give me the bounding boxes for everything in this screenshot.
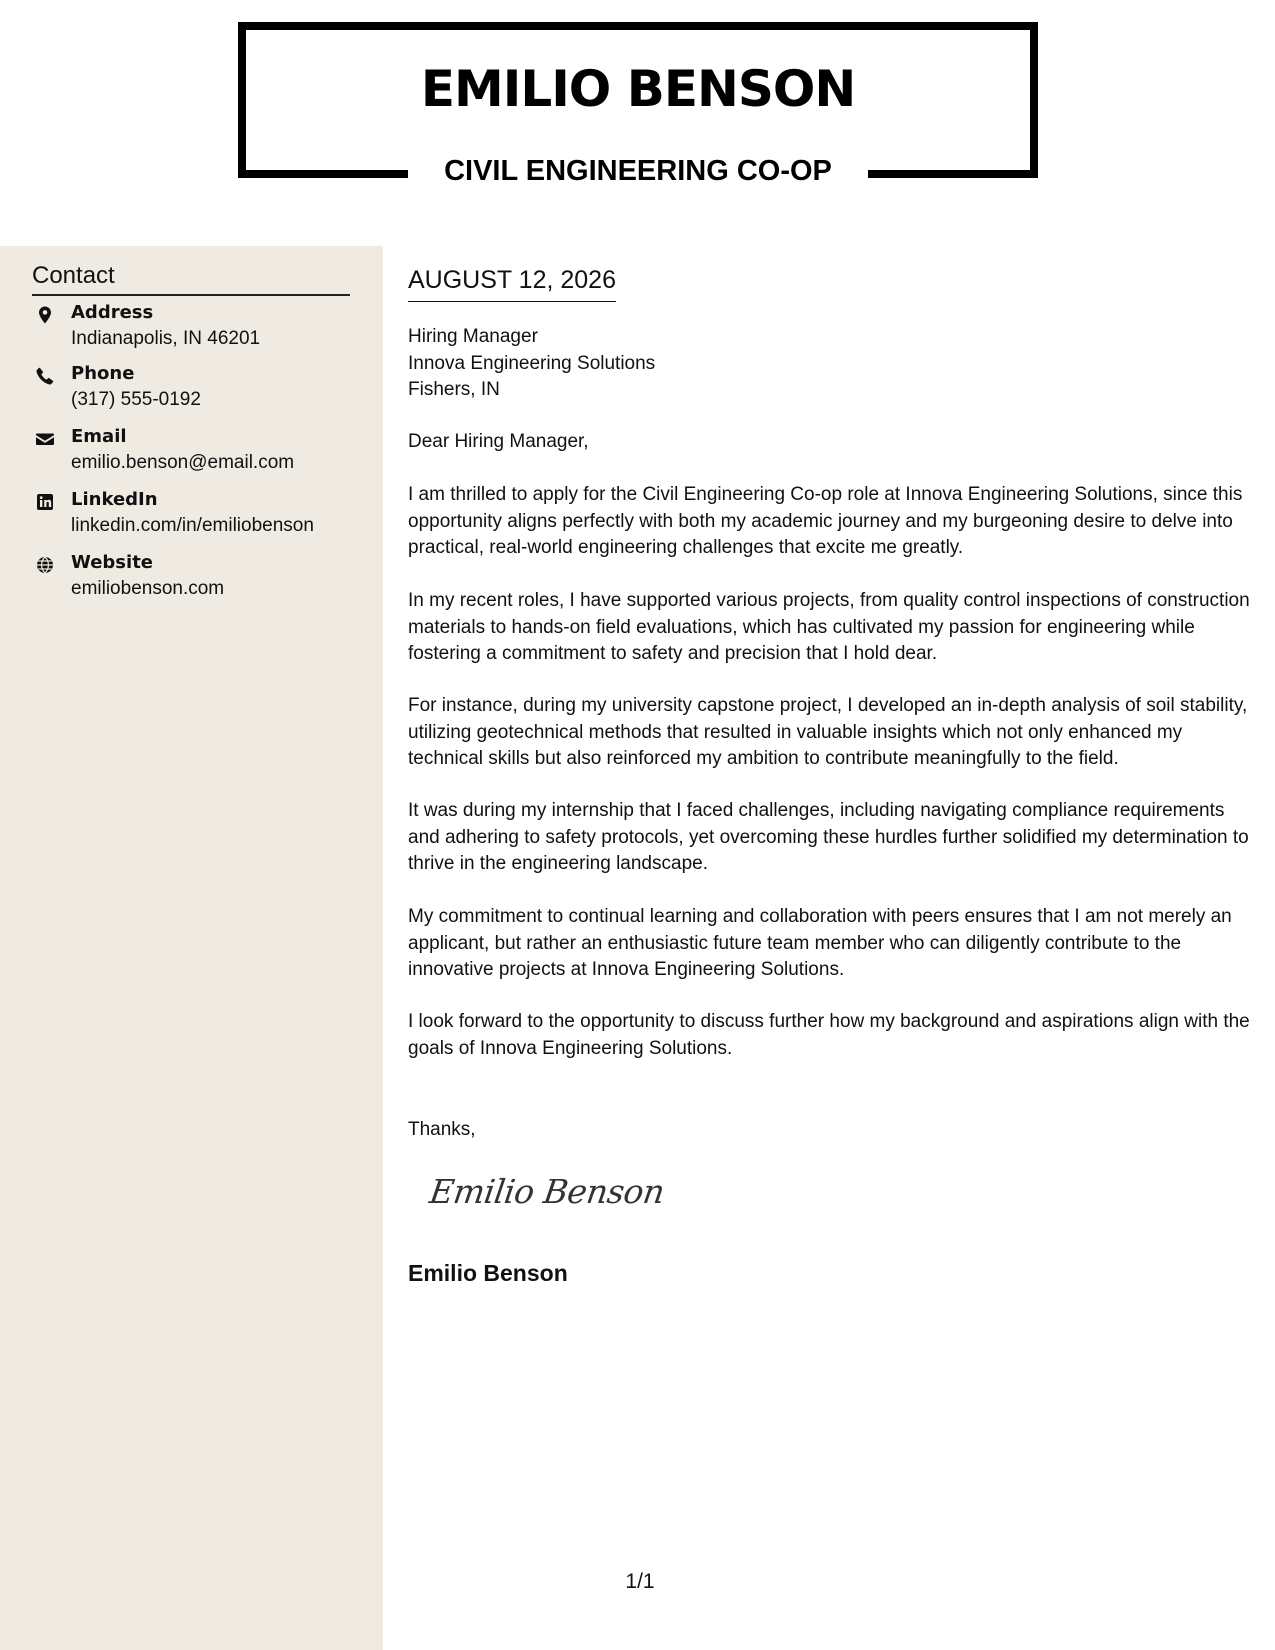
email-label: Email: [71, 426, 127, 447]
greeting: Dear Hiring Manager,: [408, 431, 589, 452]
header-frame-bottom-left: [238, 170, 408, 178]
recipient-location: Fishers, IN: [408, 379, 500, 400]
signer-name: Emilio Benson: [408, 1260, 568, 1286]
address-value: Indianapolis, IN 46201: [71, 328, 261, 349]
header-frame-bottom-right: [868, 170, 1038, 178]
linkedin-icon: [35, 492, 55, 512]
globe-icon: [35, 555, 55, 575]
page-number: 1/1: [625, 1570, 655, 1593]
recipient-title: Hiring Manager: [408, 326, 538, 347]
map-pin-icon: [35, 305, 55, 325]
letter-date: AUGUST 12, 2026: [408, 266, 616, 302]
letter-paragraph: For instance, during my university capstone project, I developed an in-depth analysis of soil stability, utilizing geotechnical methods that resulted in valuable insights which not only enhanced my technical skills but also reinforced my ambition to contribute meaningfully to the field.: [408, 695, 1248, 769]
linkedin-value: linkedin.com/in/emiliobenson: [71, 515, 314, 536]
recipient-block: [408, 324, 655, 404]
letter-paragraph: I am thrilled to apply for the Civil Engineering Co-op role at Innova Engineering Solutions, since this opportunity aligns perfectly with both my academic journey and my burgeoning desire to delve into practical, real-world engineering challenges that excite me greatly.: [408, 484, 1243, 558]
recipient-company: Innova Engineering Solutions: [408, 352, 656, 374]
phone-label: Phone: [71, 363, 135, 384]
phone-value: (317) 555-0192: [71, 389, 201, 410]
contact-item-address: [32, 302, 372, 354]
handwritten-signature: Emilio Benson: [427, 1172, 667, 1211]
website-value: emiliobenson.com: [71, 578, 225, 599]
contact-item-email: [32, 426, 372, 478]
letter-paragraph: It was during my internship that I faced challenges, including navigating compliance requirements and adhering to safety protocols, yet overcoming these hurdles further solidified my determination to thrive in the engineering landscape.: [408, 800, 1249, 874]
applicant-name: EMILIO BENSON: [420, 60, 856, 118]
envelope-icon: [35, 429, 55, 449]
contact-heading: Contact: [32, 262, 350, 296]
letter-paragraph: In my recent roles, I have supported various projects, from quality control inspections of construction materials to hands-on field evaluations, which has cultivated my passion for engineering while fostering a commitment to safety and precision that I hold dear.: [408, 590, 1250, 664]
contact-item-linkedin: [32, 489, 372, 541]
closing: Thanks,: [408, 1119, 476, 1140]
letter-paragraph: My commitment to continual learning and collaboration with peers ensures that I am not merely an applicant, but rather an enthusiastic future team member who can diligently contribute to the innovative projects at Innova Engineering Solutions.: [408, 906, 1232, 980]
job-title: CIVIL ENGINEERING CO-OP: [444, 155, 832, 187]
letter-paragraph: I look forward to the opportunity to discuss further how my background and aspirations align with the goals of Innova Engineering Solutions.: [408, 1011, 1250, 1059]
phone-icon: [35, 366, 55, 386]
email-value: emilio.benson@email.com: [71, 452, 295, 473]
address-label: Address: [71, 302, 154, 323]
website-label: Website: [71, 552, 154, 573]
linkedin-label: LinkedIn: [71, 489, 158, 510]
contact-item-phone: [32, 363, 372, 415]
contact-item-website: [32, 552, 372, 604]
